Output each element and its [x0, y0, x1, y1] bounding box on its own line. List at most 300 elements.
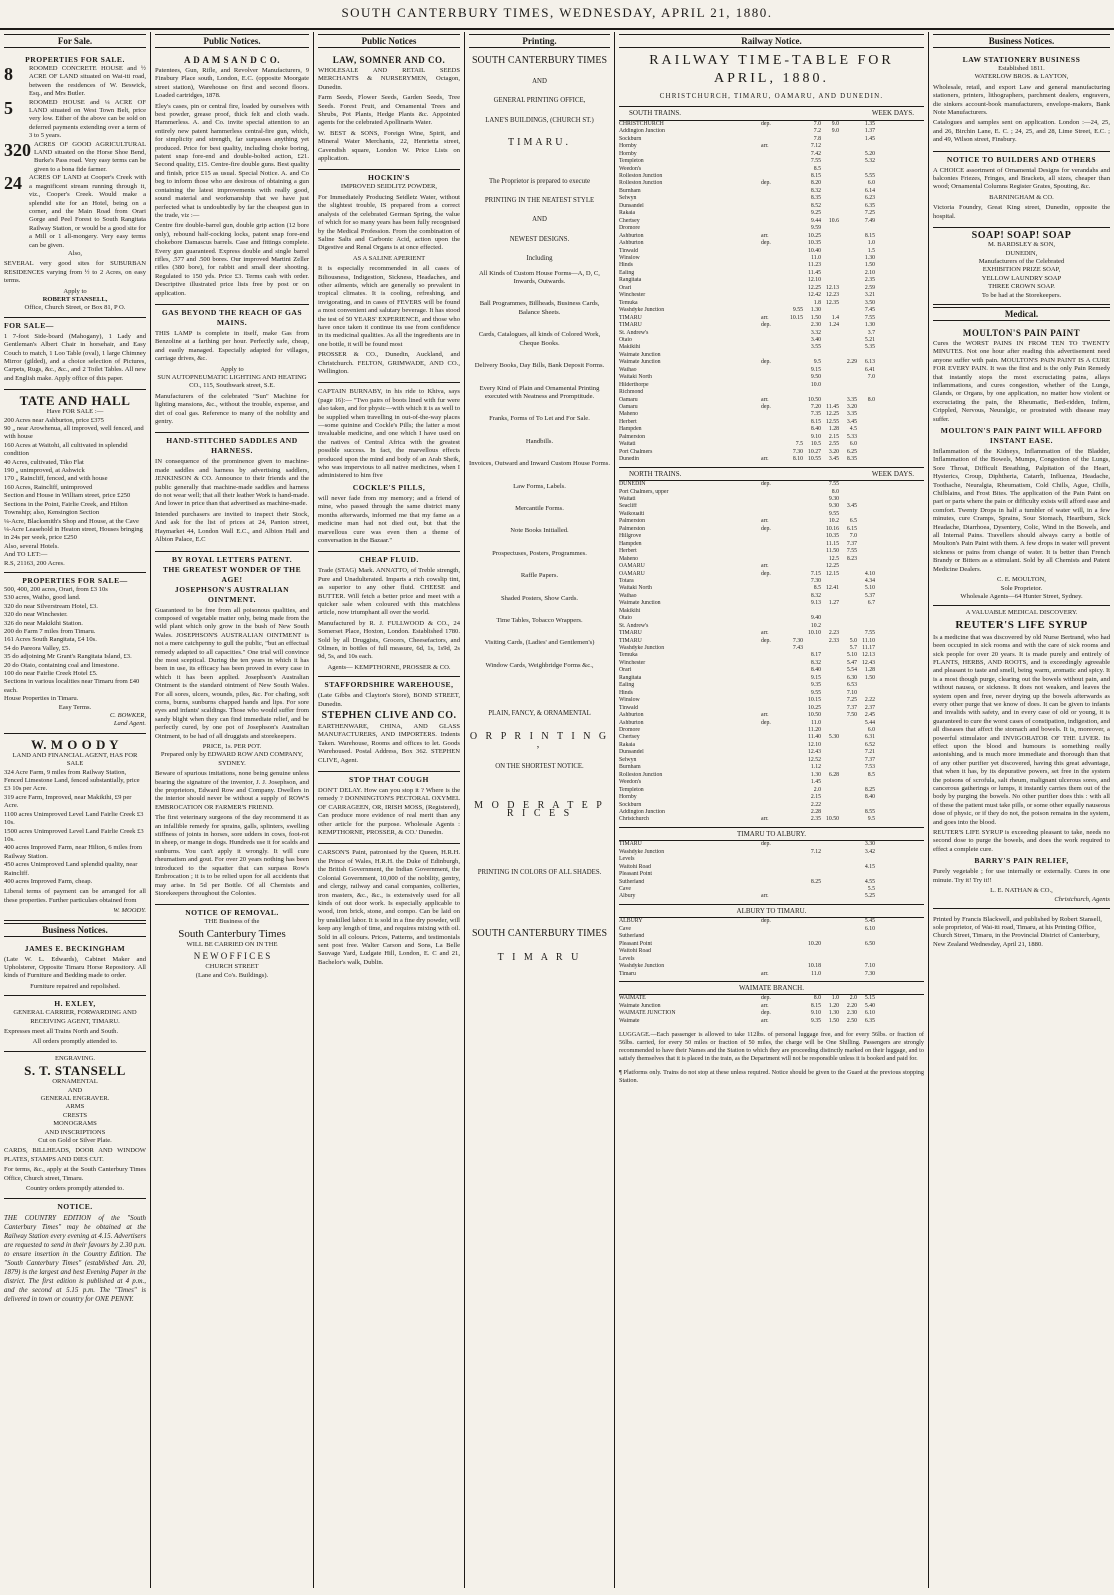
train-time [785, 757, 803, 764]
table-row [619, 871, 924, 878]
train-time: 10.50 [807, 712, 821, 719]
train-time: 12.15 [825, 570, 839, 577]
arr-dep-marker [761, 411, 785, 418]
arr-dep-marker: dep. [761, 1010, 771, 1017]
table-row [619, 1018, 924, 1025]
train-time [839, 173, 857, 180]
train-time [803, 638, 821, 645]
train-time: 9.30 [828, 503, 839, 510]
ad-text: Established 1811. [998, 65, 1045, 72]
train-time [821, 918, 839, 925]
train-time: 11.0 [811, 970, 821, 977]
table-row [619, 411, 924, 418]
train-time [785, 578, 803, 585]
train-time [821, 195, 839, 202]
advertiser-name: M. BARDSLEY & SON, [988, 241, 1055, 249]
train-time: 3.21 [864, 292, 875, 299]
train-time [821, 270, 839, 277]
table-row [619, 397, 924, 404]
train-time: 7.2 [813, 128, 821, 135]
train-time [785, 734, 803, 741]
train-time [785, 203, 803, 210]
train-time: 5.10 [864, 585, 875, 592]
ad-title: GAS BEYOND THE REACH OF GAS MAINS. [161, 307, 303, 327]
table-row [619, 690, 924, 697]
table-row [619, 816, 924, 823]
train-time [785, 511, 803, 518]
carson-paint-ad [318, 844, 460, 973]
table-row [619, 518, 924, 525]
train-time: 3.32 [810, 329, 821, 336]
ad-text: REUTER'S LIFE SYRUP is exceeding pleasant to take, needs no second dose to purge the bowels, and does the work required to effect a complete cure. [933, 829, 1110, 853]
train-time: 1.30 [864, 254, 875, 261]
list-item: Cut on Gold or Silver Plate. [38, 1137, 112, 1145]
table-row [619, 307, 924, 314]
train-time: 7.55 [846, 548, 857, 555]
ad-text: AND [532, 216, 547, 224]
station-name: Chertsey [619, 734, 640, 741]
train-time [839, 779, 857, 786]
ad-text: THE COUNTRY EDITION of the "South Canterbury Times" may be obtained at the Railway Station every evening at 4.15. Advertisers are requested to send in their favours by 2.30 p.m. to ensure insertion in the Country Edition. The "South Canterbury Times" (established Jan. 20, 1879) is the largest and best Evening Paper in the district. The first edition is published at 4 p.m., and the second at 5.15 p.m. The "Times" is delivered in town or country for ONE PENNY. [4, 1213, 146, 1303]
train-time [785, 419, 803, 426]
train-time: 12.10 [807, 741, 821, 748]
train-time [785, 285, 803, 292]
train-time: 10.25 [807, 704, 821, 711]
train-time: 5.30 [828, 734, 839, 741]
train-time: 12.43 [861, 659, 875, 666]
train-time: 10.2 [828, 518, 839, 525]
ad-text: Patentees, Gun, Rifle, and Revolver Manufacturers, 9 Finsbury Place south, London, E.C. (opposite Moorgate street station), Warehouse on first and second floors. Loaded cartridges, 1878. [155, 67, 309, 100]
list-item: Note Books Initialled. [510, 527, 569, 535]
train-time: 1.8 [813, 299, 821, 306]
station-name: Port Chalmers [619, 448, 653, 455]
train-time: 9.55 [828, 510, 839, 517]
ad-title: S. T. STANSELL [24, 1063, 126, 1079]
table-row [619, 322, 924, 329]
table-row [619, 143, 924, 150]
station-name: Weedon's [619, 165, 642, 172]
station-name: Hornby [619, 143, 637, 150]
table-row [619, 652, 924, 659]
train-time: 9.0 [831, 128, 839, 135]
train-time: 1.4 [831, 314, 839, 321]
train-time [785, 121, 803, 128]
table-row [619, 496, 924, 503]
table-row [619, 697, 924, 704]
station-name: Rangitata [619, 277, 642, 284]
list-item: 90 „ near Arowhenua, all improved, well fenced, and with house [4, 425, 144, 441]
arr-dep-marker [761, 749, 785, 756]
arr-dep-marker [761, 548, 785, 555]
station-name: Levels [619, 955, 635, 962]
list-item: 200 do Farm 7 miles from Timaru. [4, 627, 96, 635]
train-time [857, 382, 875, 389]
arr-dep-marker [761, 809, 785, 816]
train-time: 12.43 [807, 749, 821, 756]
section-heading: Printing. [469, 34, 610, 48]
table-row [619, 933, 924, 940]
ad-text: SEVERAL very good sites for SUBURBAN RESIDENCES varying from ½ to 2 Acres, on easy terms. [4, 260, 146, 285]
table-label: SOUTH TRAINS. [629, 109, 681, 118]
train-time: 1.27 [828, 600, 839, 607]
train-time [839, 300, 857, 307]
table-row [619, 1003, 924, 1010]
train-time: 6.25 [846, 448, 857, 455]
arr-dep-marker [761, 173, 785, 180]
train-time [821, 225, 839, 232]
station-name: Ashburton [619, 719, 644, 726]
table-row [619, 948, 924, 955]
train-time: 8.52 [810, 202, 821, 209]
train-time [839, 772, 857, 779]
advertiser-role: Land Agent. [113, 720, 146, 728]
train-time [839, 166, 857, 173]
arr-dep-marker [761, 682, 785, 689]
ad-text: Is a medicine that was discovered by old Nurse Bertrand, who had been occupied in sick rooms and with the care of sick rooms and sick people for over 20 years. It is made purely and entirely of FLANTS, HERBS, AND ROOTS, and is exceedingly agreeable and pleasant to taste and smell, being warm, aromatic and spicy. It is a most though purge, clearing out the bowels without pain, and without nausea, or sickness. It does not weaken, and leaves the system open and free, never drying up the bowels afterwards as every other purge that we know of does. It can be given to infants and invalids with safety, and in every case of old or young, it is guaranteed to cure the worst cases of constipation, indigestion, and all diseases that affect the stomach and bowels. It is, moreover, a powerful stimulator and INVIGORATOR OF THE LIVER. Its effect upon the blood and humours is something really astonishing, and is much more immediate and thorough than that of any other purifier yet discovered, having this great advantage, that when it has, by its depurative powers, set free in the system the poisons of scrofula, salt rheum, malignant ulcerous sores, and cancerous gatherings or lumps, it instantly carries them out of the body by purging the bowels. No other purifier does this : with all of these the patient must take pills, or some other equally nauseous dose of physic, or if they do not, the poison remains in the system, and goes into the blood. [933, 633, 1110, 826]
station-name: Tinwald [619, 247, 639, 254]
advertiser-address: Christchurch, Agents [1054, 895, 1110, 903]
bowker-properties-ad [4, 573, 146, 734]
table-row [619, 571, 924, 578]
table-row [619, 615, 924, 622]
train-time [803, 511, 821, 518]
train-time [785, 240, 803, 247]
section-heading: For Sale. [4, 34, 146, 48]
ad-text: M O D E R A T E P R I C E S [474, 799, 605, 820]
table-row [619, 285, 924, 292]
ad-text: LANE'S BUILDINGS, (CHURCH ST.) [485, 116, 594, 124]
station-name: Palmerston [619, 525, 646, 532]
train-time: 2.45 [864, 712, 875, 719]
arr-dep-marker [761, 255, 785, 262]
train-time: 7.53 [864, 764, 875, 771]
train-time: 1.35 [864, 120, 875, 127]
train-time: 3.7 [867, 329, 875, 336]
arr-dep-marker [761, 270, 785, 277]
arr-dep-marker: dep. [761, 637, 771, 644]
train-time [785, 660, 803, 667]
ad-title: LAW STATIONERY BUSINESS [962, 55, 1081, 64]
train-time [821, 240, 839, 247]
table-row [619, 645, 924, 652]
train-time: 3.45 [846, 503, 857, 510]
ad-text: Country orders promptly attended to. [26, 1185, 124, 1193]
arr-dep-marker: arr. [761, 232, 769, 239]
station-name: Dunsandel [619, 749, 644, 756]
station-name: Addington Junction [619, 128, 665, 135]
train-time [839, 864, 857, 871]
train-time: 2.30 [846, 1010, 857, 1017]
station-name: Waimate [619, 1017, 640, 1024]
train-time: 9.50 [810, 374, 821, 381]
ad-text: AND [532, 78, 547, 85]
train-time: 3.20 [828, 448, 839, 455]
train-time [857, 503, 875, 510]
ad-text: Farm Seeds, Flower Seeds, Garden Seeds, Tree Seeds. Forest Fruit, and Ornamental Trees and Shrubs, Pot Plants, Hedge Plants &c. Appointed agents for the celebrated Apollinaris Water. [318, 94, 460, 127]
train-time: 7.55 [864, 630, 875, 637]
list-item: 320 do near Silverstream Hotel, £3. [4, 602, 98, 610]
train-time [839, 277, 857, 284]
train-time [785, 705, 803, 712]
train-time [785, 675, 803, 682]
train-time: 12.25 [807, 284, 821, 291]
table-label: WAIMATE BRANCH. [739, 983, 804, 992]
train-time: 6.30 [846, 674, 857, 681]
train-time: 10.50 [807, 396, 821, 403]
train-time [839, 143, 857, 150]
train-time [785, 218, 803, 225]
station-name: Maheno [619, 411, 638, 418]
station-name: Sockburn [619, 801, 642, 808]
train-time [785, 948, 803, 955]
train-time [839, 727, 857, 734]
train-time [857, 856, 875, 863]
train-time: 5.25 [864, 893, 875, 900]
table-row [619, 585, 924, 592]
train-time: 2.23 [828, 630, 839, 637]
train-time [821, 675, 839, 682]
table-row [619, 255, 924, 262]
train-time [839, 344, 857, 351]
train-time: 9.15 [810, 674, 821, 681]
list-item: 1500 acres Unimproved Level Land Fairlie Creek £3 10s. [4, 827, 144, 843]
arr-dep-marker [761, 503, 785, 510]
train-time: 10.2 [810, 622, 821, 629]
list-item: 200 Acres near Ashburton, price £375 [4, 416, 104, 424]
train-time [785, 697, 803, 704]
list-item: Section and House in William street, price £250 [4, 492, 131, 500]
train-time [803, 608, 821, 615]
train-time [785, 841, 803, 848]
station-name: St. Andrew's [619, 622, 649, 629]
annatto-ad [318, 552, 460, 677]
train-time [839, 578, 857, 585]
section-heading: Business Notices. [933, 34, 1110, 48]
train-time [821, 941, 839, 948]
station-name: Dunsandel [619, 202, 644, 209]
train-time: 9.15 [810, 366, 821, 373]
ad-text: Including [526, 255, 553, 263]
train-time: 10.15 [789, 314, 803, 321]
train-time [857, 871, 875, 878]
station-name: Washdyke Junction [619, 307, 665, 314]
table-row [619, 233, 924, 240]
station-name: Seacliff [619, 503, 637, 510]
ad-text: DUNEDIN, [1005, 249, 1038, 257]
table-row [619, 374, 924, 381]
removal-notice [155, 905, 309, 984]
train-time [785, 352, 803, 359]
train-time [821, 233, 839, 240]
train-time: 7.55 [810, 158, 821, 165]
table-row [619, 449, 924, 456]
ad-text: CARDS, BILLHEADS, DOOR AND WINDOW PLATES, STAMPS AND DIES CUT. [4, 1147, 146, 1163]
train-time [857, 389, 875, 396]
train-time [785, 615, 803, 622]
list-item: 161 Acres South Rangitata, £4 10s. [4, 636, 97, 644]
train-time [785, 518, 803, 525]
country-edition-notice [4, 1199, 146, 1310]
station-name: Dromore [619, 727, 640, 734]
paper-name: SOUTH CANTERBURY TIMES [471, 928, 607, 940]
luggage-note: LUGGAGE.—Each passenger is allowed to take 112lbs. of personal luggage free, and for every 56lbs. or fraction of 56lbs. carried, for every 50 miles or fraction of 50 miles, the charge will be One Shilling. Passengers are strongly recommended to have their Names and the Station to which they are proceeding distinctly marked on their luggage, and to satisfy themselves that it is placed in the train, as the Department will not be responsible unless it is booked and paid for. [619, 1031, 924, 1063]
arr-dep-marker [761, 225, 785, 232]
arr-dep-marker [761, 374, 785, 381]
train-time: 3.45 [828, 456, 839, 463]
table-row [619, 344, 924, 351]
train-time: 12.41 [825, 585, 839, 592]
list-item: 160 Acres at Waitohi, all cultivated in splendid condition [4, 441, 128, 458]
train-time: 10.50 [825, 816, 839, 823]
ad-subtitle: IMPROVED SEIDLITZ POWDER, [340, 183, 438, 191]
train-time [821, 344, 839, 351]
train-time: 10.27 [807, 448, 821, 455]
arr-dep-marker [761, 600, 785, 607]
station-name: Palmerston [619, 433, 646, 440]
train-time [785, 623, 803, 630]
train-time [839, 337, 857, 344]
printers-imprint: Printed by Francis Blackwell, and published by Robert Stansell, sole proprietor, of Wai-iti road, Timaru, at his Printing Office, Church Street, Timaru, in the Provincial District of Canterbury, New Zealand Wednesday, April 21, 1880. [933, 915, 1102, 948]
station-name: Rangitata [619, 674, 642, 681]
list-item: Raffle Papers. [520, 572, 559, 580]
saddles-ad [155, 433, 309, 551]
train-time [839, 615, 857, 622]
list-item: 320 do near Winchester. [4, 611, 68, 619]
train-time: 5.35 [864, 344, 875, 351]
train-time [821, 255, 839, 262]
train-time [803, 518, 821, 525]
station-name: Selwyn [619, 756, 637, 763]
table-row [619, 757, 924, 764]
ad-text: Cures the WORST PAINS IN FROM TEN TO TWENTY MINUTES. Not one hour after reading this advertisement need anyone suffer with pain. MOULTON'S PAIN PAINT IS A CURE FOR EVERY PAIN. It was the first and is the only Pain Remedy that instantly stops the most excruciating pains, allays inflammations, and cures congestion, whether of the Lungs, Glands, or Organs, by one application, no matter how violent or excruciating the pain, the Rheumatic, Bed-ridden, Infirm, Crippled, Nervous, Neuralgic, or prostrated with disease may suffer. [933, 339, 1110, 423]
ad-title: FOR SALE— [4, 320, 54, 330]
table-row [619, 660, 924, 667]
arr-dep-marker [761, 489, 785, 496]
train-time: 6.50 [864, 940, 875, 947]
list-item: 319 acre Farm, Improved, near Makikihi, £9 per Acre. [4, 793, 132, 810]
train-time [821, 143, 839, 150]
ad-text: Easy Terms. [58, 703, 92, 711]
train-time [821, 802, 839, 809]
train-time: 10.16 [825, 525, 839, 532]
arr-dep-marker [761, 285, 785, 292]
arr-dep-marker [761, 158, 785, 165]
train-time: 7.10 [864, 963, 875, 970]
train-time [821, 166, 839, 173]
table-row [619, 203, 924, 210]
train-time: 1.37 [864, 128, 875, 135]
table-row [619, 995, 924, 1002]
ad-title: W. M O O D Y [30, 736, 120, 752]
table-row [619, 638, 924, 645]
station-name: Oamaru [619, 396, 638, 403]
arr-dep-marker [761, 734, 785, 741]
gas-lamp-ad [155, 305, 309, 433]
lot-description: ROOMED CONCRETE HOUSE and ½ ACRE OF LAND situated on Wai-iti road, between the residences of W. Beswick, Esq., and Mrs Butler. [29, 65, 146, 98]
arr-dep-marker: dep. [761, 322, 771, 329]
arr-dep-marker [761, 608, 785, 615]
train-time: 8.10 [792, 456, 803, 463]
list-item: 54 do Pareora Valley, £5. [4, 644, 71, 652]
arr-dep-marker [761, 344, 785, 351]
ad-text: will never fade from my memory; and a friend of mine, who passed through the same district many months afterwards, informed me that my fame as a medicine man had not died out, but that the marvellous cure was even then a theme of conversation in the Bazaar." [318, 494, 460, 544]
train-time: 2.37 [864, 704, 875, 711]
property-lot [4, 174, 146, 250]
arr-dep-marker [761, 727, 785, 734]
train-time: 7.37 [846, 540, 857, 547]
train-time [821, 742, 839, 749]
station-name: Hillgrove [619, 533, 642, 540]
train-time [821, 382, 839, 389]
train-time [785, 585, 803, 592]
table-row [619, 489, 924, 496]
ad-text: A CHOICE assortment of Ornamental Designs for verandahs and balconies Friezes, Fringes, and Brackets, all sizes, cheaper than wood; Ornamental Columns Register Grates, Spouting, &c. [933, 166, 1110, 191]
cockles-pills-ad [318, 383, 460, 552]
station-name: Herbert [619, 548, 637, 555]
arr-dep-marker [761, 779, 785, 786]
moulton-pain-paint-ad [933, 325, 1110, 606]
ad-title: PROPERTIES FOR SALE— [22, 575, 128, 585]
ad-text: Guaranteed to be free from all poisonous qualities, and composed of vegetable matter only, being made from the wild plant which only grow in the bush of New South Wales. JOSEPHSON'S AUSTRALIAN OINTMENT is not a mere catchpenny to gull the public, "but an effectual remedy adapted to all capacities." One trial will convince the most sceptical. During the ten years in which it has been in use, its efficacy has been proved in every case in which it has been applied. Josephson's Australian Ointment is the standard ointment of New South Wales. For all sores, ulcers, wounds, piles, &c. For chafing, soft corns, burns, sunburns chapped hands and lips. For sore eyes and infants' scaldings. Those who would suffer from sandy blight when they can find immediate relief, and be perfectly cured, by one pot of Josephson's Australian Ointment, to be had of all druggists and storekeepers. [155, 606, 309, 740]
ad-text: DON'T DELAY. How can you stop it ? Where is the remedy ? DONNINGTON'S PECTORAL OXYMEL OF CARRAGEEN, OR, IRISH MOSS, (Registered), Can produce more evidence of real merit than any other article for the purpose. Wholesale Agents : KEMPTHORNE, PROSSER, & CO.' Dunedin. [318, 787, 460, 837]
ad-text: IN consequence of the prominence given to machine-made saddles and harness by advertising saddlers, JENKINSON & CO. Announce to their friends and the public generally that machine-made saddles and harness do not wear well; that all their leather Work is hand-made. And lower in price than that advertised as machine-made. [155, 458, 309, 508]
train-time: 10.10 [807, 630, 821, 637]
tate-and-hall-ad [4, 390, 146, 573]
hockin-seidlitz-ad [318, 170, 460, 383]
train-time: 1.30 [828, 1010, 839, 1017]
table-row [619, 292, 924, 299]
section-heading: Public Notices [318, 34, 460, 48]
table-row [619, 849, 924, 856]
train-time: 9.5 [813, 359, 821, 366]
arr-dep-marker [761, 660, 785, 667]
list-item: 170 „ Raincliff, fenced, and with house [4, 475, 108, 483]
train-time [821, 933, 839, 940]
train-time: 2.30 [810, 322, 821, 329]
train-time [785, 1010, 803, 1017]
train-time [839, 571, 857, 578]
arr-dep-marker [761, 188, 785, 195]
list-item: ¼-Acre, Blacksmith's Shop and House, at the Cave [4, 517, 139, 525]
train-time [821, 180, 839, 187]
station-name: Winslow [619, 254, 640, 261]
table-row [619, 563, 924, 570]
arr-dep-marker [761, 675, 785, 682]
table-row [619, 886, 924, 893]
train-time [839, 285, 857, 292]
train-time [785, 864, 803, 871]
train-time [785, 489, 803, 496]
train-time: 7.12 [810, 848, 821, 855]
train-time: 8.40 [810, 426, 821, 433]
list-item: 324 Acre Farm, 9 miles from Railway Station, Fenced Limestone Land, fenced substantially, price £3 10s per Acre. [4, 768, 140, 793]
arr-dep-marker: dep. [761, 404, 771, 411]
train-time: 9.55 [792, 307, 803, 314]
station-name: Temuka [619, 652, 638, 659]
lot-description: ROOMED HOUSE and ¼ ACRE OF LAND situated on West Town Belt, price very low. Either of the above can be sold on deferred payments extending over a term of 3 to 5 years. [29, 98, 146, 140]
train-time [785, 1018, 803, 1025]
arr-dep-marker [761, 948, 785, 955]
train-time [839, 856, 857, 863]
table-header [619, 107, 924, 120]
train-time [821, 712, 839, 719]
train-time: 5.7 [849, 645, 857, 652]
train-time: 8.32 [810, 187, 821, 194]
train-time: 2.22 [810, 801, 821, 808]
train-time [821, 667, 839, 674]
train-time [821, 948, 839, 955]
table-row [619, 503, 924, 510]
